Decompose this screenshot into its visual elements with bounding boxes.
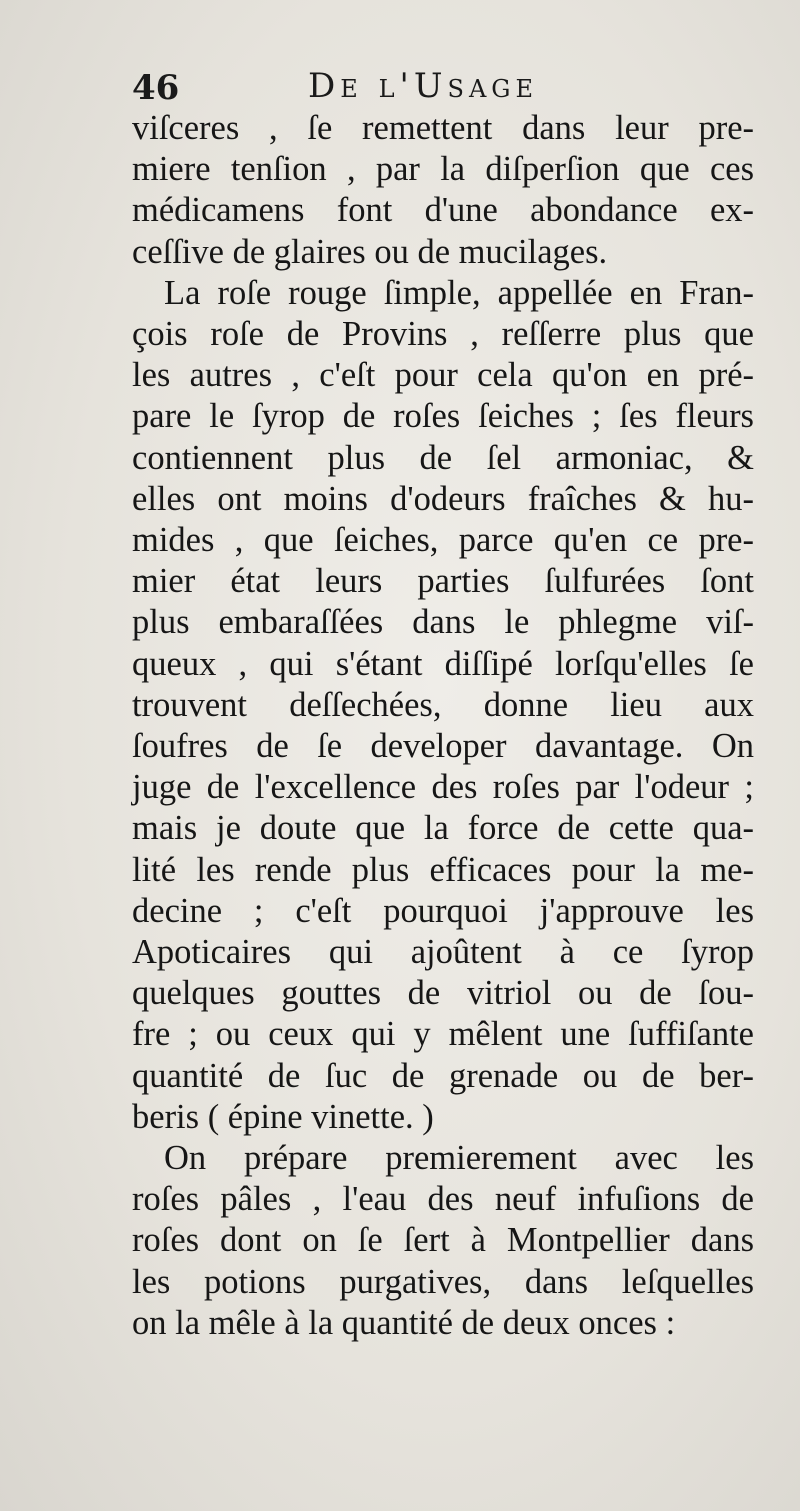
paragraph — [132, 108, 754, 273]
text-line: ceſſive de glaires ou de mucilages. — [132, 232, 608, 271]
text-line: plus embaraſſées dans le phlegme viſ- — [132, 603, 754, 642]
text-line: trouvent deſſechées, donne lieu aux — [132, 685, 754, 724]
text-line: mides , que ſeiches, parce qu'en ce pre- — [132, 521, 754, 560]
text-line: mais je doute que la force de cette qua- — [132, 809, 754, 848]
text-line: queux , qui s'étant diſſipé lorſqu'elles ſe — [132, 644, 754, 683]
text-line: ſoufres de ſe developer davantage. On — [132, 727, 754, 766]
text-line: Apoticaires qui ajoûtent à ce ſyrop — [132, 933, 754, 972]
page-header — [128, 62, 748, 112]
text-line: médicamens font d'une abondance ex- — [132, 191, 754, 230]
page-number: 46 — [132, 68, 180, 108]
paragraph — [132, 1138, 754, 1344]
text-line: miere tenſion , par la diſperſion que ces — [132, 150, 754, 189]
text-line: decine ; c'eſt pourquoi j'approuve les — [132, 891, 754, 930]
text-line: quelques gouttes de vitriol ou de ſou- — [132, 974, 754, 1013]
text-line: viſceres , ſe remettent dans leur pre- — [132, 109, 754, 147]
paragraph — [132, 273, 754, 1138]
text-line: juge de l'excellence des roſes par l'odeur ; — [132, 768, 754, 807]
text-line: contiennent plus de ſel armoniac, & — [132, 438, 754, 477]
text-line: les potions purgatives, dans leſquelles — [132, 1262, 754, 1301]
text-line: çois roſe de Provins , reſſerre plus que — [132, 315, 754, 354]
text-line: on la mêle à la quantité de deux onces : — [132, 1303, 676, 1342]
text-line: La roſe rouge ſimple, appellée en Fran- — [164, 273, 754, 312]
text-line: roſes pâles , l'eau des neuf infuſions de — [132, 1180, 754, 1219]
text-line: mier état leurs parties ſulfurées ſont — [132, 562, 754, 601]
text-line: les autres , c'eſt pour cela qu'on en pré- — [132, 356, 754, 395]
text-line: pare le ſyrop de roſes ſeiches ; ſes fleurs — [132, 397, 754, 436]
text-line: On prépare premierement avec les — [164, 1139, 754, 1178]
running-head: De l'Usage — [308, 66, 538, 106]
text-line: roſes dont on ſe ſert à Montpellier dans — [132, 1221, 754, 1260]
text-line: fre ; ou ceux qui y mêlent une ſuffiſante — [132, 1015, 754, 1054]
body-text — [132, 108, 754, 1344]
text-line: beris ( épine vinette. ) — [132, 1097, 434, 1136]
text-line: elles ont moins d'odeurs fraîches & hu- — [132, 479, 754, 518]
text-line: lité les rende plus efficaces pour la me- — [132, 850, 754, 889]
text-line: quantité de ſuc de grenade ou de ber- — [132, 1056, 754, 1095]
